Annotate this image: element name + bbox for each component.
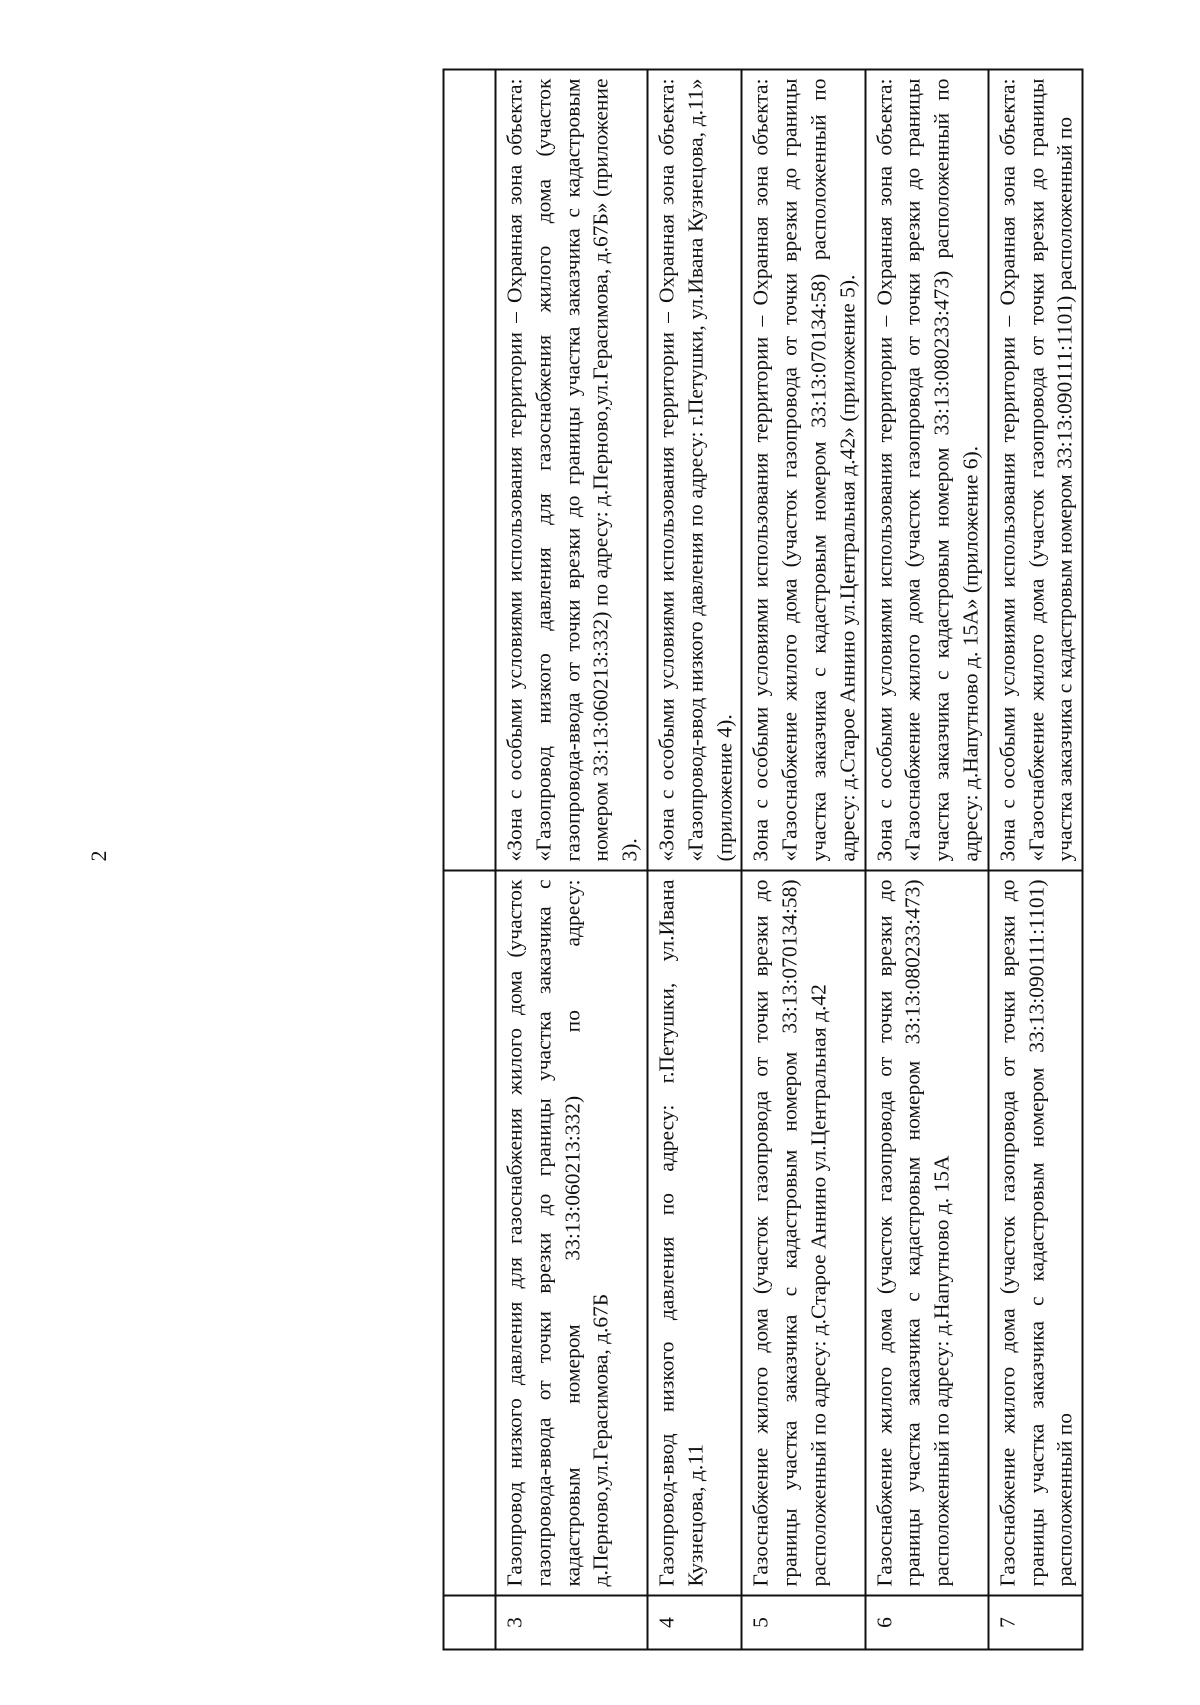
row-number: 4 bbox=[647, 1595, 741, 1649]
zone-description-cell: Зона с особыми условиями использования территории – Охранная зона объекта: «Газоснабжение жилого дома (участок газопровода от точки врезки до границы участка заказчика с кадастровым номером 33:13:080233:473) расположенный по адресу: д.Напутново д. 15А» (приложение 6). bbox=[865, 69, 988, 870]
table-row bbox=[496, 69, 648, 1649]
document-table-frame bbox=[443, 70, 1200, 1650]
table-row bbox=[742, 69, 865, 1649]
header-cell-zone-description bbox=[444, 69, 496, 870]
table-row bbox=[988, 69, 1082, 1649]
row-number: 7 bbox=[988, 1595, 1082, 1649]
zone-description-cell: Зона с особыми условиями использования территории – Охранная зона объекта: «Газоснабжение жилого дома (участок газопровода от точки врезки до границы участка заказчика с кадастровым номером 33:13:090111:1101) расположенный по bbox=[988, 69, 1082, 870]
zone-description-cell: «Зона с особыми условиями использования территории – Охранная зона объекта: «Газопровод-ввод низкого давления по адресу: г.Петушки, ул.Ивана Кузнецова, д.11» (приложение 4). bbox=[647, 69, 741, 870]
object-name-cell: Газоснабжение жилого дома (участок газопровода от точки врезки до границы участка заказчика с кадастровым номером 33:13:070134:58) расположенный по адресу: д.Старое Аннино ул.Центральная д.42 bbox=[742, 870, 865, 1595]
row-number: 3 bbox=[496, 1595, 648, 1649]
row-number: 6 bbox=[865, 1595, 988, 1649]
zones-table bbox=[443, 68, 1084, 1650]
table-row bbox=[647, 69, 741, 1649]
row-number: 5 bbox=[742, 1595, 865, 1649]
object-name-cell: Газопровод-ввод низкого давления по адресу: г.Петушки, ул.Ивана Кузнецова, д.11 bbox=[647, 870, 741, 1595]
zone-description-cell: «Зона с особыми условиями использования территории – Охранная зона объекта: «Газопровод низкого давления для газоснабжения жилого дома (участок газопровода-ввода от точки врезки до границы участка заказчика с кадастровым номером 33:13:060213:332) по адресу: д.Перново,ул.Герасимова, д.67Б» (приложение 3). bbox=[496, 69, 648, 870]
zone-description-cell: Зона с особыми условиями использования территории – Охранная зона объекта: «Газоснабжение жилого дома (участок газопровода от точки врезки до границы участка заказчика с кадастровым номером 33:13:070134:58) расположенный по адресу: д.Старое Аннино ул.Центральная д.42» (приложение 5). bbox=[742, 69, 865, 870]
object-name-cell: Газоснабжение жилого дома (участок газопровода от точки врезки до границы участка заказчика с кадастровым номером 33:13:090111:1101) расположенный по bbox=[988, 870, 1082, 1595]
page-number: 2 bbox=[86, 850, 111, 862]
object-name-cell: Газоснабжение жилого дома (участок газопровода от точки врезки до границы участка заказчика с кадастровым номером 33:13:080233:473) расположенный по адресу: д.Напутново д. 15А bbox=[865, 870, 988, 1595]
header-cell-object-name bbox=[444, 870, 496, 1595]
table-header-row bbox=[444, 69, 496, 1649]
object-name-cell: Газопровод низкого давления для газоснабжения жилого дома (участок газопровода-ввода от точки врезки до границы участка заказчика с кадастровым номером 33:13:060213:332) по адресу: д.Перново,ул.Герасимова, д.67Б bbox=[496, 870, 648, 1595]
table-row bbox=[865, 69, 988, 1649]
header-cell-number bbox=[444, 1595, 496, 1649]
